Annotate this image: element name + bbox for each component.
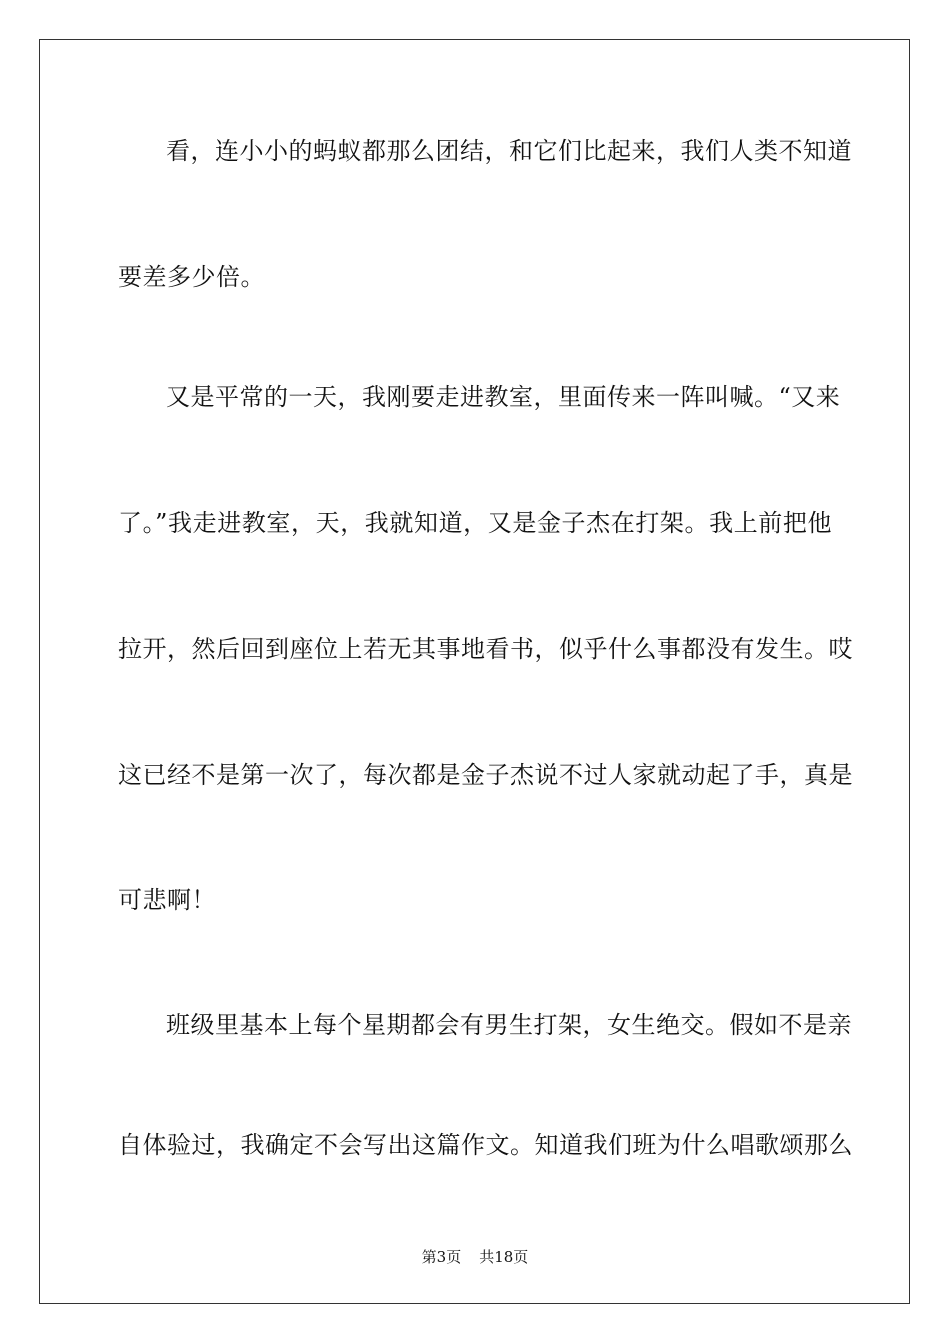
paragraph-line: 看，连小小的蚂蚁都那么团结，和它们比起来，我们人类不知道 [166,137,852,165]
paragraph-line: 班级里基本上每个星期都会有男生打架，女生绝交。假如不是亲 [166,1011,852,1039]
total-pages: 共18页 [479,1248,529,1266]
paragraph-line: 又是平常的一天，我刚要走进教室，里面传来一阵叫喊。“又来 [166,383,841,411]
page-footer [0,1247,950,1267]
paragraph-line: 拉开，然后回到座位上若无其事地看书，似乎什么事都没有发生。哎 [118,635,853,663]
paragraph-line: 要差多少倍。 [118,263,265,291]
paragraph-line: 自体验过，我确定不会写出这篇作文。知道我们班为什么唱歌颂那么 [118,1131,853,1159]
page-number: 第3页 [421,1248,462,1266]
paragraph-line: 可悲啊！ [118,886,216,914]
page-frame [39,39,910,1304]
paragraph-line: 了。”我走进教室，天，我就知道，又是金子杰在打架。我上前把他 [118,509,832,537]
paragraph-line: 这已经不是第一次了，每次都是金子杰说不过人家就动起了手，真是 [118,761,853,789]
